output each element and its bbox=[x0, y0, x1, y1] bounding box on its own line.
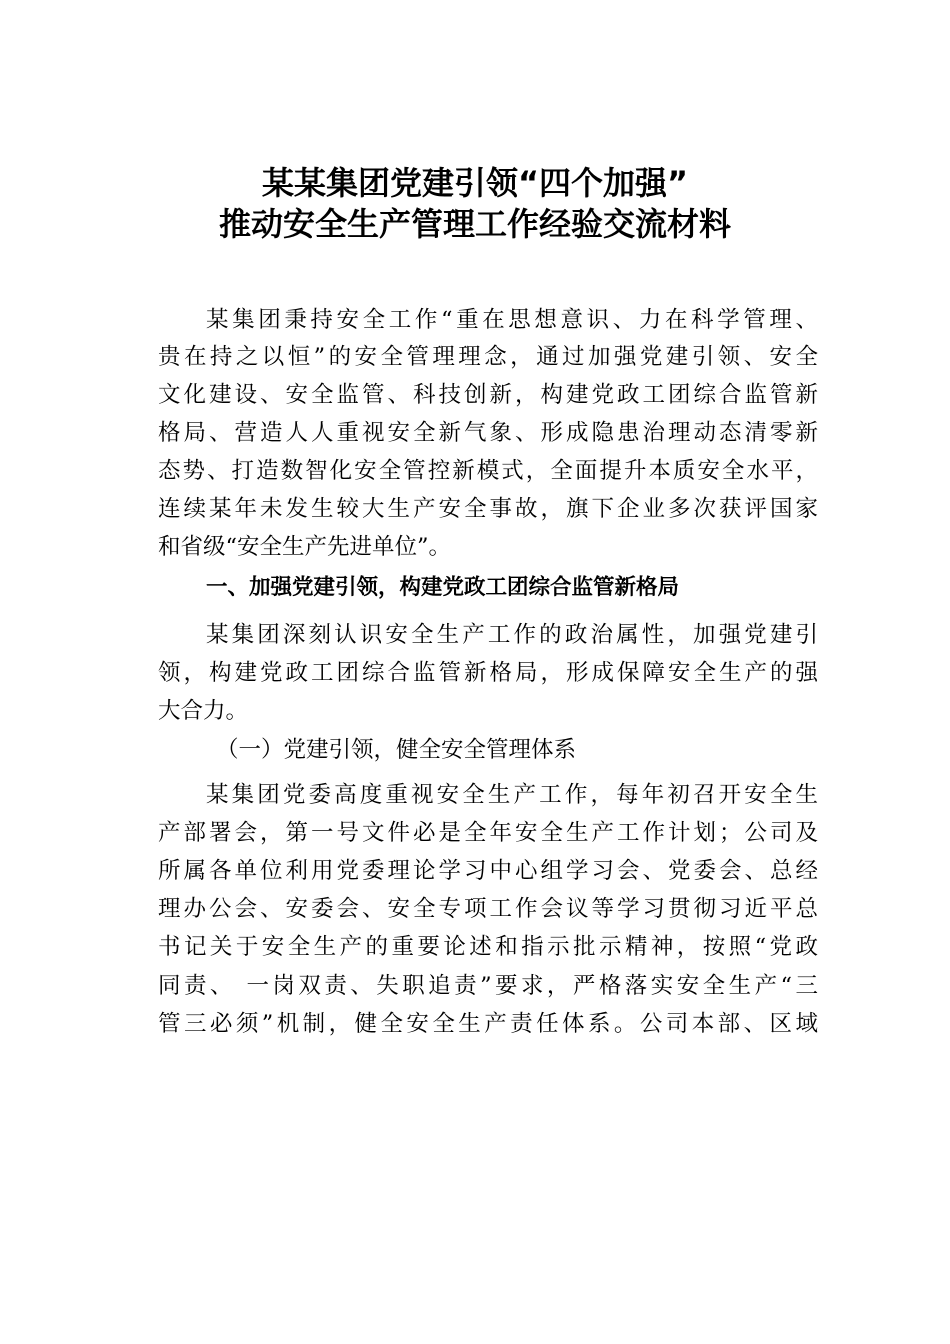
section-heading: 一、加强党建引领，构建党政工团综合监管新格局 bbox=[206, 575, 680, 600]
paragraph-line: 态势、打造数智化安全管控新模式，全面提升本质安全水平， bbox=[158, 458, 818, 484]
paragraph-line: 理办公会、安委会、安全专项工作会议等学习贯彻习近平总 bbox=[158, 896, 818, 922]
paragraph-line: 贵在持之以恒”的安全管理理念，通过加强党建引领、安全 bbox=[158, 344, 818, 370]
paragraph-line: 格局、营造人人重视安全新气象、形成隐患治理动态清零新 bbox=[158, 420, 818, 446]
paragraph-line: 所属各单位利用党委理论学习中心组学习会、党委会、总经 bbox=[158, 858, 818, 884]
paragraph-line: 某集团深刻认识安全生产工作的政治属性，加强党建引 bbox=[206, 622, 818, 648]
document-title-line-1: 某某集团党建引领“四个加强” bbox=[261, 164, 689, 202]
paragraph-line: 某集团秉持安全工作“重在思想意识、力在科学管理、 bbox=[206, 307, 818, 333]
paragraph-line: 文化建设、安全监管、科技创新，构建党政工团综合监管新 bbox=[158, 382, 818, 408]
paragraph-line: 某集团党委高度重视安全生产工作，每年初召开安全生 bbox=[206, 782, 818, 808]
paragraph-line: 同责、 一岗双责、失职追责”要求，严格落实安全生产“三 bbox=[158, 973, 818, 999]
paragraph-line: 管三必须”机制，健全安全生产责任体系。公司本部、区域 bbox=[158, 1011, 818, 1037]
paragraph-line: 产部署会，第一号文件必是全年安全生产工作计划；公司及 bbox=[158, 820, 818, 846]
paragraph-line: 和省级“安全生产先进单位”。 bbox=[158, 534, 452, 560]
paragraph-line: 书记关于安全生产的重要论述和指示批示精神，按照“党政 bbox=[158, 934, 818, 960]
document-title-line-2: 推动安全生产管理工作经验交流材料 bbox=[218, 205, 731, 243]
paragraph-line: 大合力。 bbox=[158, 698, 249, 724]
paragraph-line: 连续某年未发生较大生产安全事故，旗下企业多次获评国家 bbox=[158, 496, 818, 522]
subsection-heading: （一）党建引领，健全安全管理体系 bbox=[216, 737, 577, 763]
paragraph-line: 领，构建党政工团综合监管新格局，形成保障安全生产的强 bbox=[158, 660, 818, 686]
